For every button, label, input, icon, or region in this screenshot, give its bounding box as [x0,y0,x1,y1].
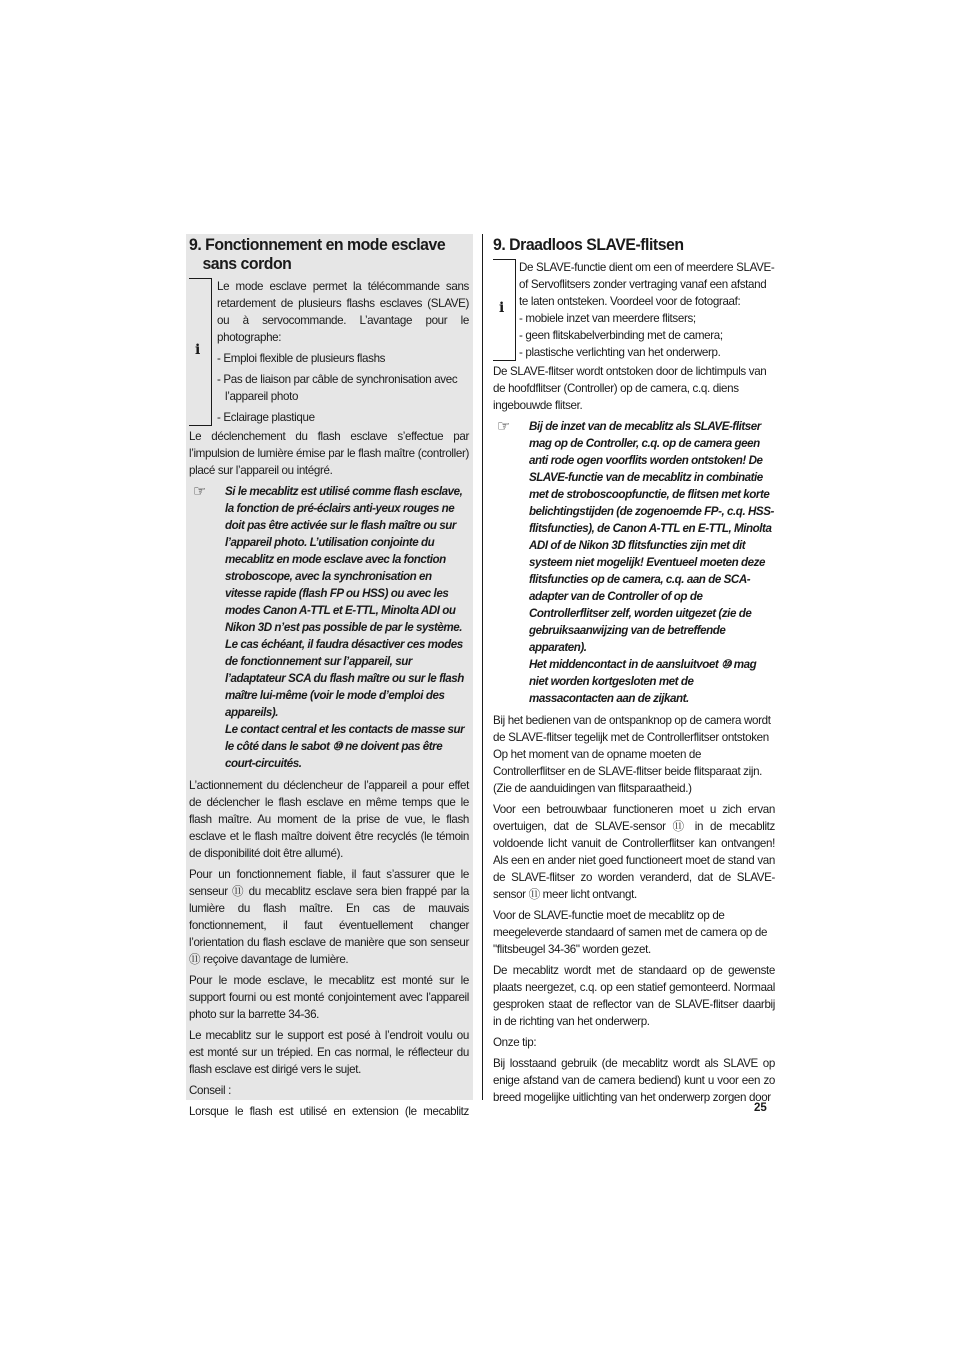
column-dutch [493,234,775,1106]
paragraph-fr-2: L’actionnement du déclencheur de l’appareil a pour effet de déclencher le flash esclave en même temps que le flash maître. Au moment de la prise de vue, le flash esclave et le flash maître doivent être recyclés (le témoin de disponibilité doit être allumé). [189,779,469,860]
info-item-fr-2: - Pas de liaison par câble de synchronisation avec l’appareil photo [217,373,458,403]
info-icon: i [499,300,505,316]
paragraph-fr-3: Pour un fonctionnement fiable, il faut s’assurer que le senseur ⑪ du mecablitz esclave sera bien frappé par la lumière du flash maître. En cas de mauvais fonctionnement, il faut éventuellement changer l’orientation du flash esclave de manière que son senseur ⑪ reçoive davantage de lumière. [189,868,469,966]
info-box-fr [189,278,469,426]
info-bar [493,259,516,361]
info-item-fr-3: - Eclairage plastique [217,411,315,424]
tip-box-fr [189,483,469,772]
tip-nl-1: Bij de inzet van de mecablitz als SLAVE-flitser mag op de Controller, c.q. op de camera geen anti rode ogen voorflits worden ontstoken! De SLAVE-functie van de mecablitz in combinatie met de stroboscoopfunctie, de flitsen met korte belichtingstijden (de zogenoemde FP-, c.q. HSS-flitsfuncties), de Canon A-TTL en E-TTL, Minolta ADI of de Nikon 3D flitsfuncties zijn met dit systeem niet mogelijk! Eventueel moeten deze flitsfuncties op de camera, c.q. aan de SCA-adapter van de Controller of op de Controllerflitser zelf, worden uitgezet (zie de gebruiksaanwijzing van de betreffende apparaten). [529,420,774,654]
tip-nl-2: Het middencontact in de aansluitvoet ⑩ mag niet worden kortgesloten met de massacontacten aan de zijkant. [529,658,757,705]
paragraph-fr-7: Lorsque le flash est utilisé en extension (le mecablitz [189,1105,469,1118]
info-bar [189,278,212,426]
paragraph-fr-6: Conseil : [189,1084,231,1097]
info-intro-nl: De SLAVE-functie dient om een of meerdere SLAVE- of Servoflitsers zonder vertraging vanaf een afstand te laten ontsteken. Voordeel voor de fotograaf: [519,261,775,308]
paragraph-fr-1: Le déclenchement du flash esclave s’effectue par l’impulsion de lumière émise par le flash maître (controller) placé sur l’appareil ou intégré. [189,430,469,477]
info-item-nl-2: - geen flitskabelverbinding met de camera; [519,329,723,342]
paragraph-nl-2: Bij het bedienen van de ontspanknop op de camera wordt de SLAVE-flitser tegelijk met de Controllerflitser ontstoken Op het moment van de opname moeten de Controllerflitser en de SLAVE-flitser beide flitsparaat zijn. (Zie de aanduidingen van flitsparaatheid.) [493,714,771,795]
paragraph-fr-5: Le mecablitz sur le support est posé à l’endroit voulu ou est monté sur un trépied. En cas normal, le réflecteur du flash esclave est dirigé vers le sujet. [189,1029,469,1076]
pointing-hand-icon: ☞ [497,417,511,435]
section-title-nl: 9. Draadloos SLAVE-flitsen [493,236,684,254]
paragraph-nl-6: Onze tip: [493,1036,537,1049]
pointing-hand-icon: ☞ [193,482,207,500]
column-french [186,234,473,1118]
paragraph-nl-5: De mecablitz wordt met de standaard op de gewenste plaats neergezet, c.q. op een statief gemonteerd. Normaal gesproken staat de reflector van de SLAVE-flitser daarbij in de richting van het onderwerp. [493,964,775,1028]
info-item-nl-1: - mobiele inzet van meerdere flitsers; [519,312,696,325]
section-title-fr: 9. Fonctionnement en mode esclave sans cordon [189,236,446,273]
info-icon: i [195,342,201,358]
column-divider [482,234,483,1100]
info-item-nl-3: - plastische verlichting van het onderwerp. [519,346,721,359]
paragraph-nl-4: Voor de SLAVE-functie moet de mecablitz op de meegeleverde standaard of samen met de camera op de "flitsbeugel 34-36" worden gezet. [493,909,768,956]
paragraph-nl-7: Bij losstaand gebruik (de mecablitz wordt als SLAVE op enige afstand van de camera bediend) kunt u voor een zo breed mogelijke uitlichting van het onderwerp zorgen door [493,1057,775,1104]
page-number: 25 [754,1102,767,1114]
info-intro-fr: Le mode esclave permet la télécommande sans retardement de plusieurs flashs esclaves (SLAVE) ou à servocommande. L’avantage pour le photographe: [217,280,469,344]
paragraph-fr-4: Pour le mode esclave, le mecablitz est monté sur le support fourni ou est monté conjointement avec l’appareil photo sur la barrette 34-36. [189,974,469,1021]
info-box-nl [493,259,775,361]
paragraph-nl-3: Voor een betrouwbaar functioneren moet u zich ervan overtuigen, dat de SLAVE-sensor ⑪ in de mecablitz voldoende licht vanuit de Controllerflitser kan ontvangen! Als een en ander niet goed functioneert moet de stand van de SLAVE-flitser zo worden veranderd, dat de SLAVE-sensor ⑪ meer licht ontvangt. [493,803,775,901]
tip-box-nl [493,418,775,707]
tip-fr-1: Si le mecablitz est utilisé comme flash esclave, la fonction de pré-éclairs anti-yeux rouges ne doit pas être activée sur le flash maître ou sur l’appareil photo. L’utilisation conjointe du mecablitz en mode esclave avec la fonction stroboscope, avec la synchronisation en vitesse rapide (flash FP ou HSS) ou avec les modes Canon A-TTL et E-TTL, Minolta ADI ou Nikon 3D n’est pas possible de par le système. Le cas échéant, il faudra désactiver ces modes de fonctionnement sur l’appareil, sur l’adaptateur SCA du flash maître ou sur le flash maître lui-même (voir le mode d’emploi des appareils). [225,485,464,719]
paragraph-nl-1: De SLAVE-flitser wordt ontstoken door de lichtimpuls van de hoofdflitser (Controller) op de camera, c.q. diens ingebouwde flitser. [493,365,767,412]
info-item-fr-1: - Emploi flexible de plusieurs flashs [217,352,386,365]
tip-fr-2: Le contact central et les contacts de masse sur le côté dans le sabot ⑩ ne doivent pas être court-circuités. [225,723,465,770]
